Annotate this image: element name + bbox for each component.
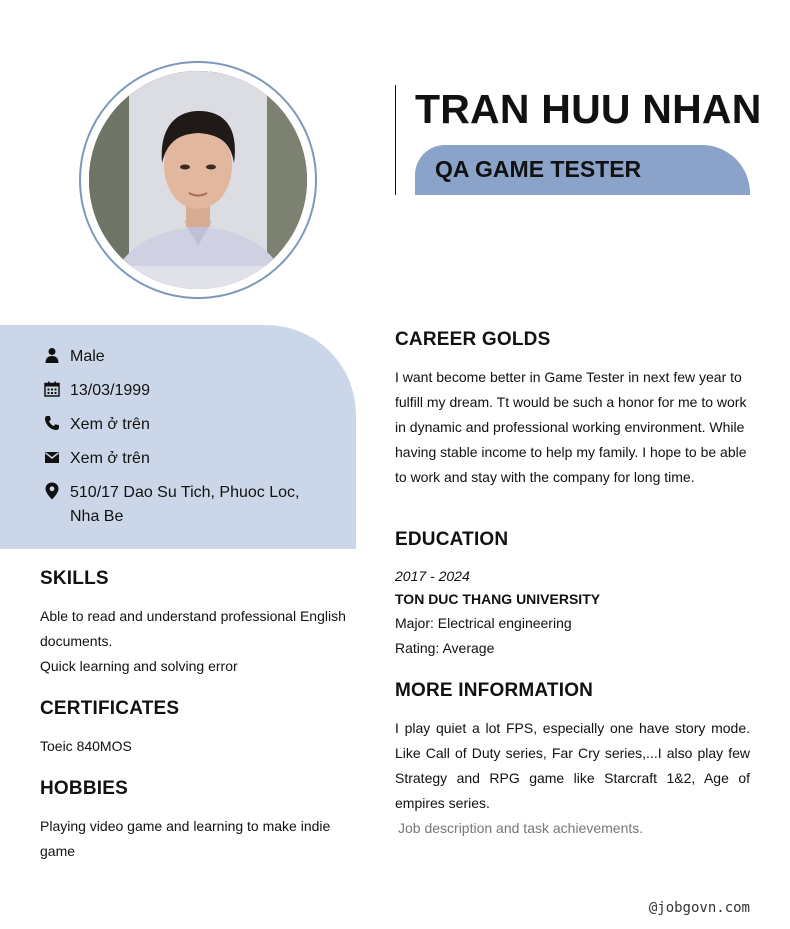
phone-icon <box>42 413 62 433</box>
more-info-text: I play quiet a lot FPS, especially one have story mode. Like Call of Duty series, Far Cry series,...I also play few Strategy and RPG game like Starcraft 1&2, Age of empires series. <box>395 720 750 811</box>
education-major: Major: Electrical engineering <box>395 615 572 631</box>
contact-birthday <box>42 379 310 403</box>
education-period: 2017 - 2024 <box>395 568 470 584</box>
contact-text: Male <box>70 348 105 365</box>
hobbies-text: Playing video game and learning to make indie game <box>40 818 331 859</box>
profile-photo <box>89 71 307 289</box>
person-icon <box>42 345 62 365</box>
contact-phone <box>42 413 310 437</box>
more-info-note: Job description and task achievements. <box>398 820 644 836</box>
contact-email <box>42 447 310 471</box>
skills-line-1: Able to read and understand professional English documents. <box>40 608 346 649</box>
profile-photo-frame <box>79 61 317 299</box>
career-text: I want become better in Game Tester in next few year to fulfill my dream. Tt would be such a honor for me to work in dynamic and professional working environment. While having stable income to help my family. I hope to be able to work and stay with the company for long time. <box>395 369 747 485</box>
contact-text: Xem ở trên <box>70 416 150 433</box>
job-title: QA GAME TESTER <box>435 156 642 182</box>
contact-gender <box>42 345 310 369</box>
mail-icon <box>42 447 62 467</box>
skills-heading: SKILLS <box>40 568 109 589</box>
name-divider <box>395 85 396 195</box>
contact-address <box>42 481 310 529</box>
calendar-icon <box>42 379 62 399</box>
role-banner <box>415 145 750 195</box>
contact-text: 510/17 Dao Su Tich, Phuoc Loc, Nha Be <box>70 484 300 525</box>
certificates-text: Toeic 840MOS <box>40 738 132 754</box>
hobbies-heading: HOBBIES <box>40 778 128 799</box>
certificates-heading: CERTIFICATES <box>40 698 180 719</box>
education-rating: Rating: Average <box>395 640 495 656</box>
contact-text: 13/03/1999 <box>70 382 151 399</box>
location-pin-icon <box>42 481 62 501</box>
more-info-heading: MORE INFORMATION <box>395 680 594 701</box>
education-heading: EDUCATION <box>395 529 509 550</box>
contact-text: Xem ở trên <box>70 450 150 467</box>
full-name: TRAN HUU NHAN <box>415 86 762 132</box>
career-heading: CAREER GOLDS <box>395 329 551 350</box>
education-school: TON DUC THANG UNIVERSITY <box>395 591 601 607</box>
watermark: @jobgovn.com <box>648 900 750 916</box>
skills-line-2: Quick learning and solving error <box>40 658 238 674</box>
